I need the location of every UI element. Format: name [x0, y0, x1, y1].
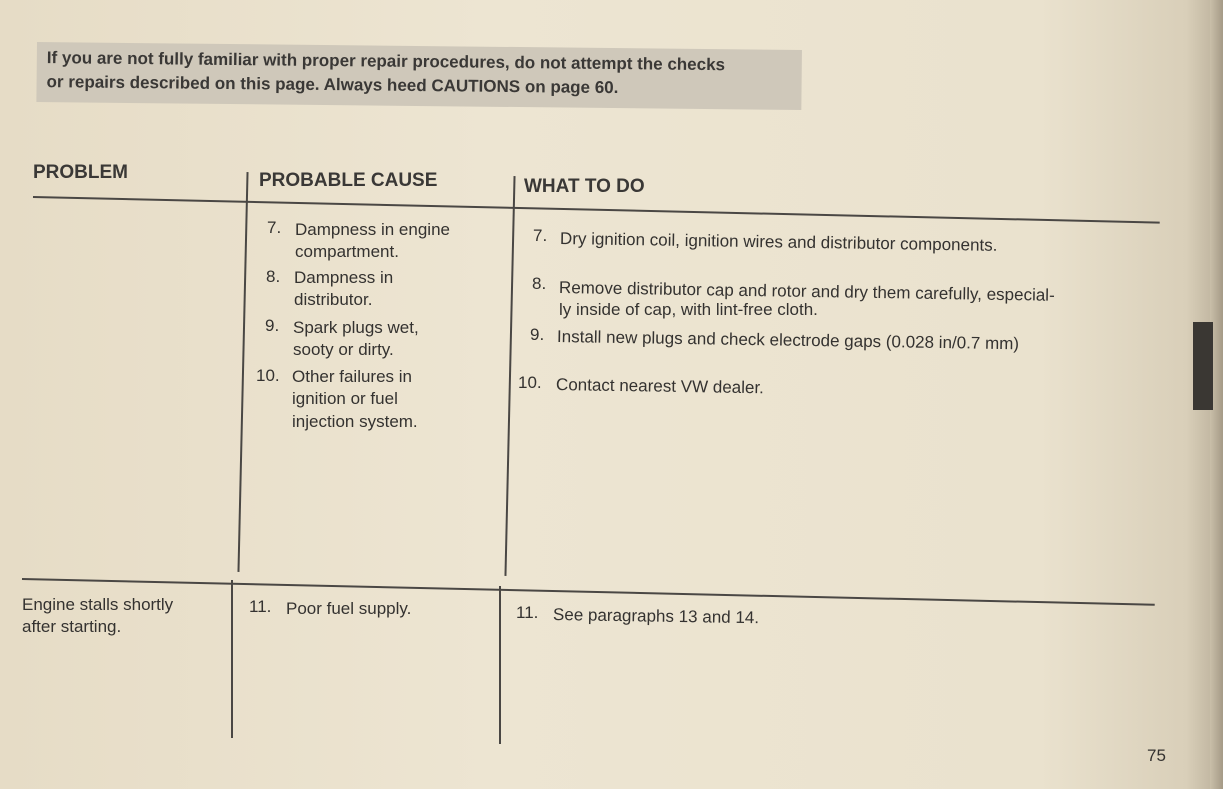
header-problem: PROBLEM [33, 162, 128, 183]
cause-text: distributor. [294, 290, 373, 309]
action-text: Remove distributor cap and rotor and dry them carefully, especial- [558, 278, 1055, 305]
action-number: 10. [518, 373, 542, 392]
cause-text: compartment. [295, 242, 399, 261]
action-text: Dry ignition coil, ignition wires and distributor components. [559, 229, 998, 255]
column-divider-1-lower [231, 580, 233, 738]
page-number: 75 [1147, 746, 1166, 765]
cause-text: Other failures in [292, 367, 412, 386]
cause-text: Dampness in engine [295, 220, 450, 239]
header-probable-cause: PROBABLE CAUSE [259, 170, 438, 191]
row-divider [22, 578, 1155, 605]
problem-text: Engine stalls shortly [22, 595, 174, 614]
header-rule [33, 196, 1160, 223]
column-divider-1 [237, 172, 248, 572]
cause-text: Poor fuel supply. [286, 599, 412, 618]
cause-text: Spark plugs wet, [293, 318, 419, 337]
action-number: 9. [530, 325, 545, 344]
section-tab-marker [1193, 322, 1213, 410]
action-number: 7. [533, 226, 548, 245]
cause-number: 9. [265, 316, 280, 335]
header-what-to-do: WHAT TO DO [524, 176, 645, 197]
cause-number: 11. [249, 597, 272, 616]
column-divider-2-lower [499, 586, 501, 744]
action-text: Contact nearest VW dealer. [555, 375, 765, 398]
problem-text: after starting. [22, 617, 122, 636]
cause-text: sooty or dirty. [293, 340, 394, 359]
cause-number: 8. [266, 267, 281, 286]
action-text: See paragraphs 13 and 14. [552, 605, 760, 628]
cause-number: 10. [256, 366, 280, 385]
cause-text: ignition or fuel [292, 389, 398, 408]
action-text: Install new plugs and check electrode gaps (0.028 in/0.7 mm) [556, 327, 1020, 354]
column-divider-2 [504, 176, 515, 576]
action-text: ly inside of cap, with lint-free cloth. [559, 300, 818, 319]
action-number: 8. [532, 274, 547, 293]
caution-line-2: or repairs described on this page. Always heed CAUTIONS on page 60. [46, 72, 619, 98]
action-number: 11. [516, 603, 539, 622]
cause-number: 7. [267, 218, 282, 237]
caution-line-1: If you are not fully familiar with proper repair procedures, do not attempt the checks [46, 48, 726, 75]
cause-text: Dampness in [294, 268, 394, 287]
caution-box [36, 42, 802, 110]
cause-text: injection system. [292, 412, 418, 431]
